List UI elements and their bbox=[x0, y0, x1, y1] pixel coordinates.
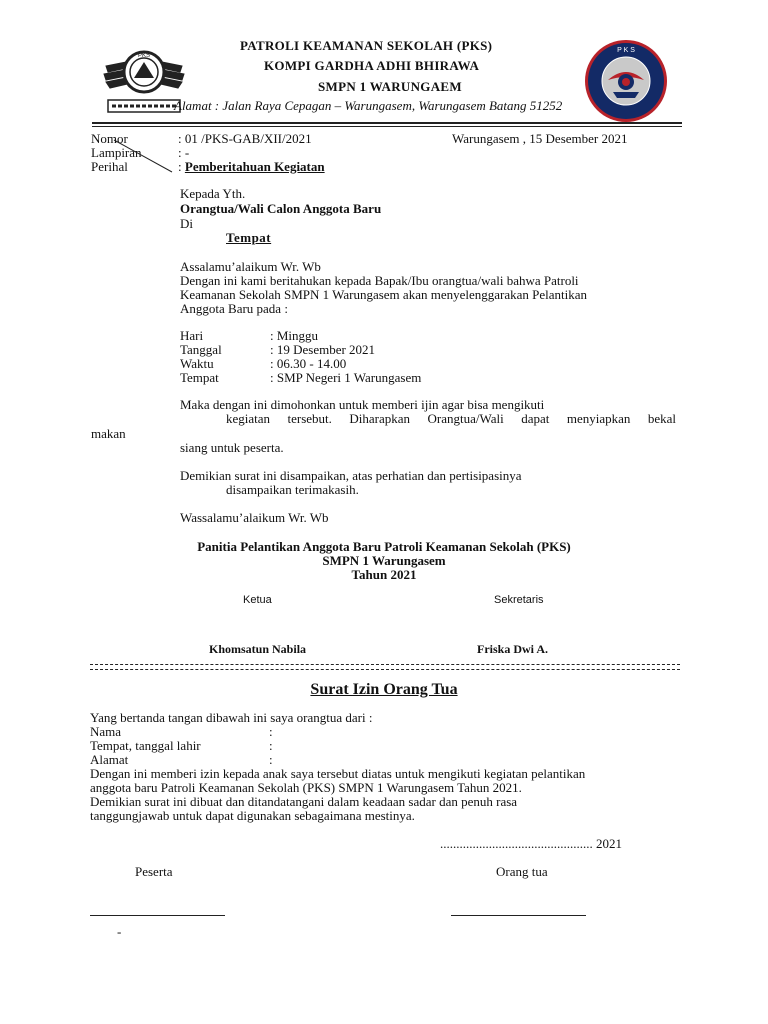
consent-title: Surat Izin Orang Tua bbox=[310, 681, 458, 698]
consent-date-line: ............................................... 2021 bbox=[440, 836, 622, 851]
closing-line-1: Demikian surat ini disampaikan, atas perhatian dan pertisipasinya bbox=[180, 468, 522, 483]
lampiran-label: Lampiran bbox=[91, 145, 142, 160]
detail-value-tempat: : SMP Negeri 1 Warungasem bbox=[270, 370, 422, 385]
detail-value-tanggal: : 19 Desember 2021 bbox=[270, 342, 376, 357]
consent-field-nama-colon: : bbox=[269, 724, 273, 739]
pks-logo-text: PKS bbox=[137, 53, 151, 59]
nomor-value: : 01 /PKS-GAB/XII/2021 bbox=[178, 131, 312, 146]
ketua-name: Khomsatun Nabila bbox=[209, 642, 307, 656]
intro-line-3: Anggota Baru pada : bbox=[180, 301, 288, 316]
committee-line-2: SMPN 1 Warungasem bbox=[322, 553, 446, 568]
peserta-label: Peserta bbox=[135, 864, 173, 879]
org-name-line1: PATROLI KEAMANAN SEKOLAH (PKS) bbox=[240, 38, 493, 53]
emblem-top-text: P K S bbox=[617, 47, 635, 54]
ketua-label: Ketua bbox=[243, 594, 272, 606]
intro-line-2: Keamanan Sekolah SMPN 1 Warungasem akan menyelenggarakan Pelantikan bbox=[180, 287, 588, 302]
sekretaris-label: Sekretaris bbox=[494, 594, 544, 606]
committee-line-3: Tahun 2021 bbox=[351, 567, 417, 582]
consent-intro: Yang bertanda tangan dibawah ini saya orangtua dari : bbox=[90, 710, 373, 725]
consent-body-1: Dengan ini memberi izin kepada anak saya tersebut diatas untuk mengikuti kegiatan pelantikan bbox=[90, 766, 586, 781]
farewell: Wassalamu’alaikum Wr. Wb bbox=[180, 510, 329, 525]
consent-field-alamat-label: Alamat bbox=[90, 752, 129, 767]
pks-round-emblem bbox=[583, 38, 669, 124]
perihal-colon: : bbox=[178, 159, 185, 174]
org-address: Alamat : Jalan Raya Cepagan – Warungasem, Warungasem Batang 51252 bbox=[174, 98, 563, 113]
kepada-line: Kepada Yth. bbox=[180, 186, 246, 201]
perihal-row bbox=[178, 159, 325, 175]
request-line-3: siang untuk peserta. bbox=[180, 440, 284, 455]
diagonal-stroke bbox=[112, 138, 174, 174]
org-name-line3: SMPN 1 WARUNGAEM bbox=[318, 79, 462, 94]
sekretaris-name: Friska Dwi A. bbox=[477, 642, 549, 656]
consent-field-ttl-colon: : bbox=[269, 738, 273, 753]
consent-body-4: tanggungjawab untuk dapat digunakan sebagaimana mestinya. bbox=[90, 808, 415, 823]
org-name-line2: KOMPI GARDHA ADHI BHIRAWA bbox=[264, 58, 480, 73]
intro-line-1: Dengan ini kami beritahukan kepada Bapak/Ibu orangtua/wali bahwa Patroli bbox=[180, 273, 579, 288]
detail-label-waktu: Waktu bbox=[180, 356, 214, 371]
consent-field-alamat-colon: : bbox=[269, 752, 273, 767]
orangtua-signature-line bbox=[451, 915, 586, 916]
detail-label-tanggal: Tanggal bbox=[180, 342, 222, 357]
detail-label-hari: Hari bbox=[180, 328, 204, 343]
committee-line-1: Panitia Pelantikan Anggota Baru Patroli Keamanan Sekolah (PKS) bbox=[197, 539, 571, 554]
request-line-2: kegiatan tersebut. Diharapkan Orangtua/Wali dapat menyiapkan bekal bbox=[226, 411, 676, 426]
greeting: Assalamu’alaikum Wr. Wb bbox=[180, 259, 321, 274]
detail-label-tempat: Tempat bbox=[180, 370, 219, 385]
perihal-value: Pemberitahuan Kegiatan bbox=[184, 159, 325, 174]
nomor-label: Nomor bbox=[91, 131, 128, 146]
letter-date: Warungasem , 15 Desember 2021 bbox=[452, 131, 628, 146]
peserta-signature-line bbox=[90, 915, 225, 916]
consent-body-3: Demikian surat ini dibuat dan ditandatangani dalam keadaan sadar dan penuh rasa bbox=[90, 794, 518, 809]
detail-value-hari: : Minggu bbox=[270, 328, 319, 343]
consent-body-2: anggota baru Patroli Keamanan Sekolah (PKS) SMPN 1 Warungasem Tahun 2021. bbox=[90, 780, 522, 795]
consent-field-nama-label: Nama bbox=[90, 724, 122, 739]
detail-value-waktu: : 06.30 - 14.00 bbox=[270, 356, 347, 371]
consent-field-ttl-label: Tempat, tanggal lahir bbox=[90, 738, 201, 753]
request-makan: makan bbox=[91, 426, 126, 441]
header-divider bbox=[92, 122, 682, 124]
closing-line-2: disampaikan terimakasih. bbox=[226, 482, 359, 497]
trailing-mark: - bbox=[117, 924, 122, 939]
recipient-line: Orangtua/Wali Calon Anggota Baru bbox=[180, 201, 382, 216]
di-line: Di bbox=[180, 216, 193, 231]
cut-line bbox=[90, 664, 680, 670]
request-line-1: Maka dengan ini dimohonkan untuk memberi ijin agar bisa mengikuti bbox=[180, 397, 545, 412]
orangtua-label: Orang tua bbox=[496, 864, 548, 879]
perihal-label: Perihal bbox=[91, 159, 128, 174]
tempat-heading: Tempat bbox=[226, 230, 272, 245]
lampiran-value: : - bbox=[178, 145, 190, 160]
header-divider-thin bbox=[92, 126, 682, 127]
